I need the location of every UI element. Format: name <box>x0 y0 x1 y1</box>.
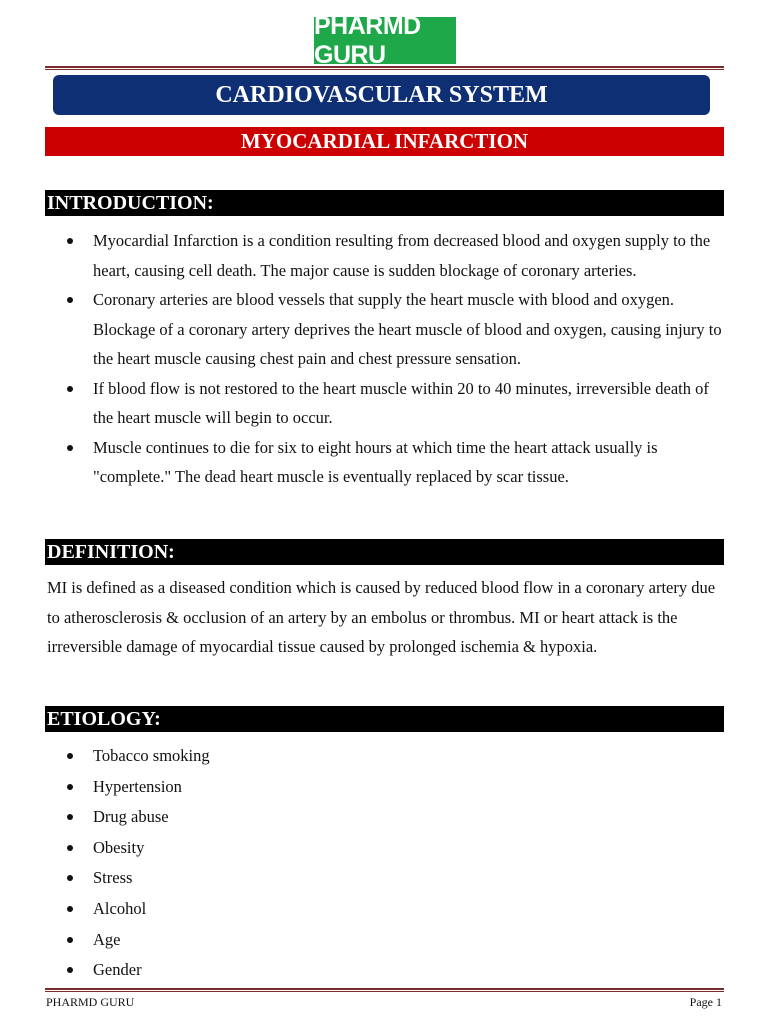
definition-text: MI is defined as a diseased condition which is caused by reduced blood flow in a coronary artery due to atherosclerosis & occlusion of an artery by an embolus or thrombus. MI or heart attack is the irreversible damage of myocardial tissue caused by prolonged ischemia & hypoxia. <box>47 578 716 656</box>
page-number: Page 1 <box>689 995 722 1009</box>
bullet-icon <box>67 814 73 820</box>
footer-divider <box>45 988 724 992</box>
list-item-text: Myocardial Infarction is a condition resulting from decreased blood and oxygen supply to the heart, causing cell death. The major cause is sudden blockage of coronary arteries. <box>93 231 711 280</box>
bullet-icon <box>67 845 73 851</box>
list-item <box>45 925 725 956</box>
etiology-list <box>45 741 725 986</box>
list-item-text: Gender <box>93 960 142 980</box>
list-item <box>45 802 725 833</box>
list-item-text: Hypertension <box>93 776 182 796</box>
bullet-icon <box>67 906 73 912</box>
etiology-heading: ETIOLOGY: <box>45 706 724 732</box>
list-item-text: Coronary arteries are blood vessels that supply the heart muscle with blood and oxygen. Blockage of a coronary artery deprives the heart muscle of blood and oxygen, causing injury to the heart muscle causing chest pain and chest pressure sensation. <box>93 290 722 368</box>
list-item <box>45 226 725 285</box>
list-item <box>45 433 725 492</box>
list-item-text: Muscle continues to die for six to eight hours at which time the heart attack usually is "complete." The dead heart muscle is eventually replaced by scar tissue. <box>93 437 658 486</box>
list-item <box>45 863 725 894</box>
header-divider <box>45 66 724 70</box>
list-item <box>45 772 725 803</box>
list-item <box>45 741 725 772</box>
list-item <box>45 955 725 986</box>
list-item-text: If blood flow is not restored to the heart muscle within 20 to 40 minutes, irreversible death of the heart muscle will begin to occur. <box>93 378 709 427</box>
list-item-text: Stress <box>93 868 133 888</box>
bullet-icon <box>67 875 73 881</box>
bullet-icon <box>67 445 73 451</box>
page-subtitle: MYOCARDIAL INFARCTION <box>45 127 724 156</box>
page-title: CARDIOVASCULAR SYSTEM <box>53 75 710 115</box>
bullet-icon <box>67 967 73 973</box>
list-item-text: Alcohol <box>93 898 147 918</box>
list-item-text: Drug abuse <box>93 807 169 827</box>
list-item-text: Age <box>93 929 121 949</box>
bullet-icon <box>67 297 73 303</box>
bullet-icon <box>67 238 73 244</box>
bullet-icon <box>67 386 73 392</box>
footer-brand: PHARMD GURU <box>46 995 135 1009</box>
list-item-text: Obesity <box>93 837 145 857</box>
bullet-icon <box>67 784 73 790</box>
list-item-text: Tobacco smoking <box>93 746 210 765</box>
bullet-icon <box>67 937 73 943</box>
list-item <box>45 894 725 925</box>
list-item <box>45 374 725 433</box>
list-item <box>45 285 725 374</box>
introduction-list <box>45 226 725 492</box>
logo: PHARMD GURU <box>314 17 456 64</box>
introduction-heading: INTRODUCTION: <box>45 190 724 216</box>
bullet-icon <box>67 753 73 759</box>
list-item <box>45 833 725 864</box>
definition-heading: DEFINITION: <box>45 539 724 565</box>
